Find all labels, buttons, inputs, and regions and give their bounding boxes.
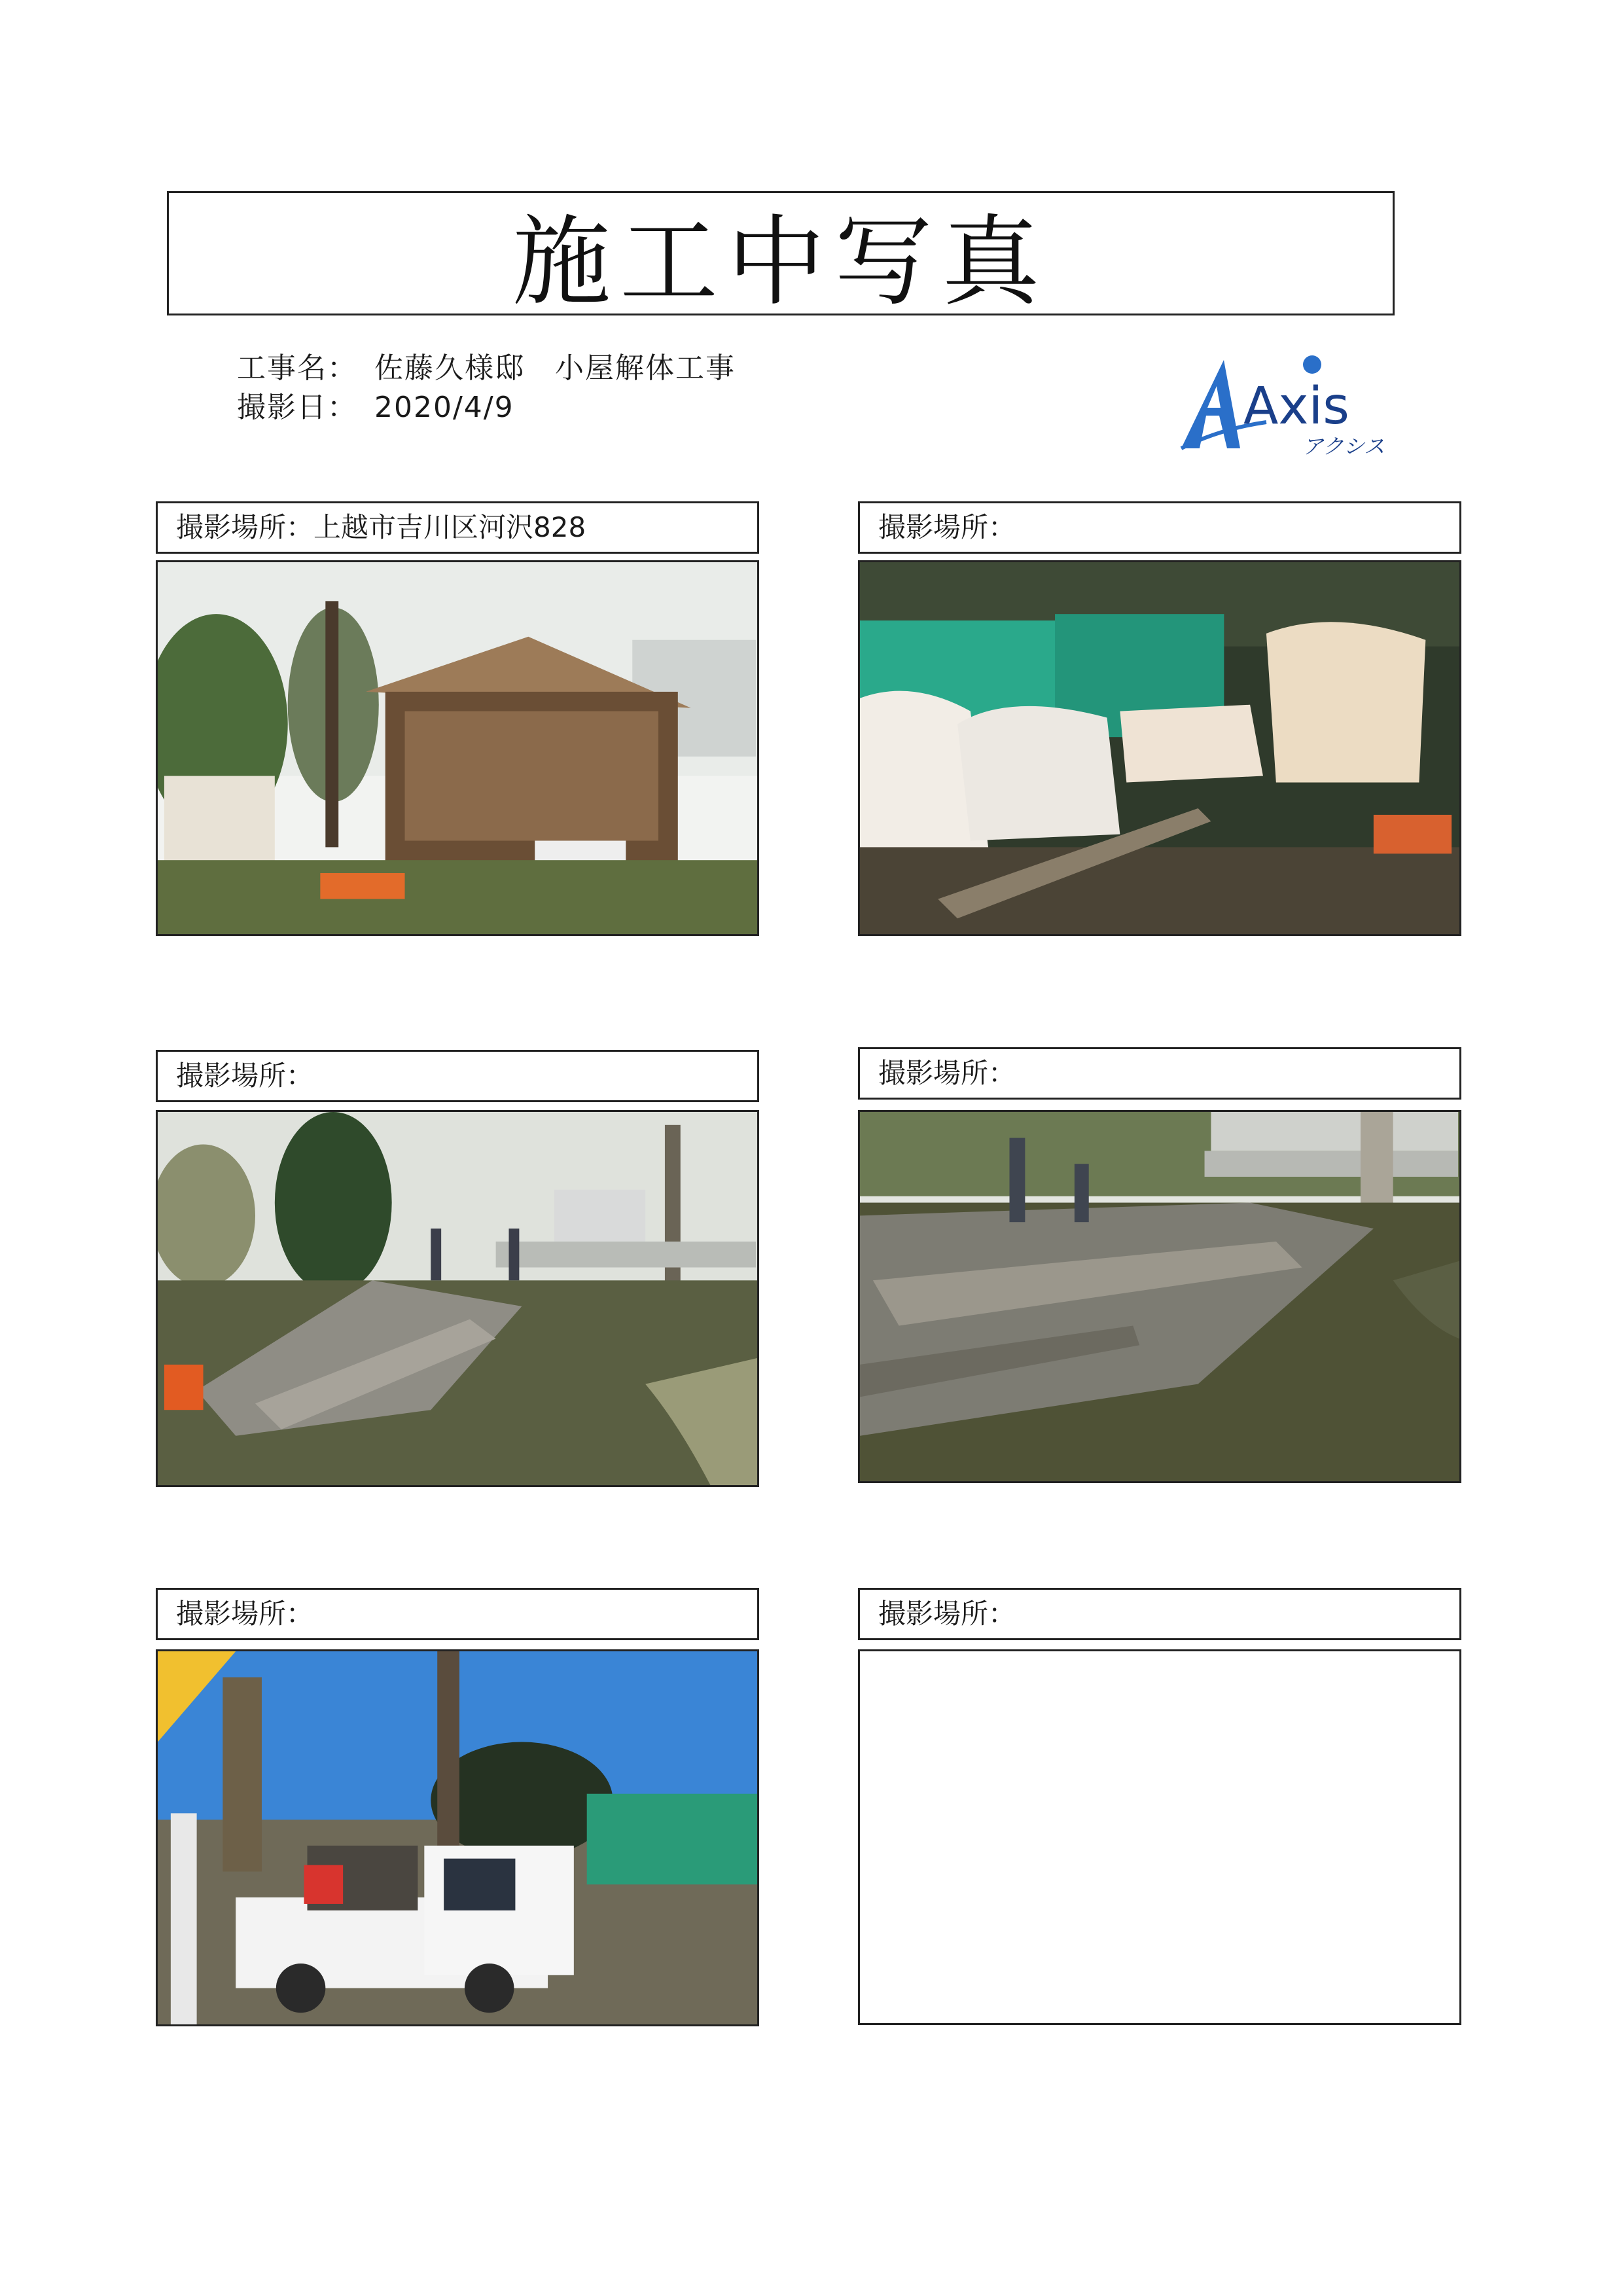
photo-collapsed-timber — [858, 1110, 1461, 1483]
photo-caption-2: 撮影場所： — [858, 501, 1461, 554]
page-title: 施工中写真 — [512, 206, 1049, 319]
logo-text: Axis — [1243, 377, 1349, 436]
photo-workers-on-debris — [156, 1110, 759, 1487]
photo-caption-5: 撮影場所： — [156, 1588, 759, 1640]
project-name-value: 佐藤久様邸 小屋解体工事 — [374, 351, 736, 385]
logo-kana: アクシス — [1302, 434, 1385, 459]
photo-shed-before-demolition — [156, 560, 759, 936]
project-name-row — [237, 344, 736, 386]
axis-logo — [1175, 350, 1397, 465]
shoot-date-label: 撮影日： — [237, 391, 357, 424]
shoot-date-row — [237, 384, 514, 425]
photo-caption-1: 撮影場所：上越市吉川区河沢828 — [156, 501, 759, 554]
photo-caption-6: 撮影場所： — [858, 1588, 1461, 1640]
shoot-date-value: 2020/4/9 — [374, 391, 514, 424]
title-box — [167, 191, 1395, 319]
empty-photo-frame — [858, 1649, 1461, 2025]
photo-caption-3: 撮影場所： — [156, 1050, 759, 1102]
photo-caption-4: 撮影場所： — [858, 1047, 1461, 1100]
photo-truck-and-bags — [858, 560, 1461, 936]
project-name-label: 工事名： — [237, 351, 357, 385]
photo-loaded-kei-truck — [156, 1649, 759, 2026]
